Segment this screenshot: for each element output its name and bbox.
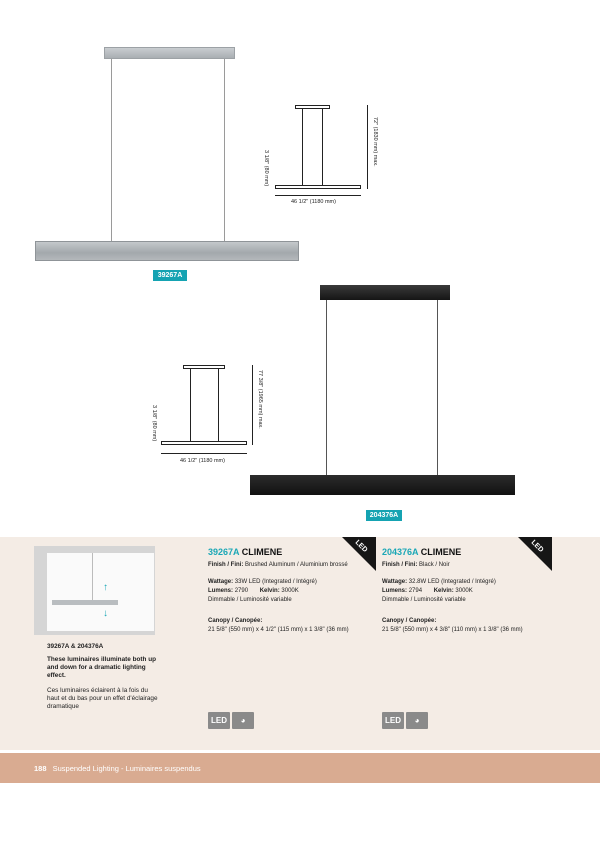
product-name: CLIMENE [420,547,462,557]
illustration [47,553,154,631]
left-french: Ces luminaires éclairent à la fois du haut et du bas pour un effet d'éclairage dramatique [47,687,158,710]
drawing-bar [275,185,361,189]
wattage-row [208,578,317,587]
canopy-39267a [104,47,235,59]
left-codes: 39267A & 204376A [47,643,104,650]
dim-line-height [367,105,368,189]
canopy-204376a [320,285,450,300]
canopy-value: 21 5/8" (550 mm) x 4 3/8" (110 mm) x 1 3/8" (36 mm) [382,627,523,633]
wattage-label: Wattage: [208,579,234,585]
canopy-value: 21 5/8" (550 mm) x 4 1/2" (115 mm) x 1 3/8" (36 mm) [208,627,349,633]
product-title-204376a [382,547,461,557]
drawing-204376a [145,362,275,470]
finish-row [382,561,450,570]
finish-value: Brushed Aluminum / Aluminium brossé [245,562,348,568]
product-tag-204376a: 204376A [366,510,402,521]
finish-row [208,561,348,570]
dim-line-width [161,453,247,454]
canopy-label-text: Canopy / Canopée: [382,618,437,624]
finish-value: Black / Noir [419,562,450,568]
product-title-39267a [208,547,282,557]
canopy-label [382,617,436,626]
page-number: 188 [34,764,47,773]
kelvin-label: Kelvin: [259,588,280,594]
footer-text [34,764,201,773]
kelvin-label: Kelvin: [433,588,454,594]
kelvin-value: 3000K [281,588,299,594]
light-bar-204376a [250,475,515,495]
drawing-wire [322,109,323,186]
illustration-wire [92,553,93,601]
wire [111,59,112,242]
dim-depth: 3 1/8" (80 mm) [151,405,157,442]
dim-height: 72" (1830 mm) max. [372,117,378,167]
drawing-wire [190,369,191,442]
led-corner-label: LED [529,539,545,554]
lumens-value: 2790 [234,588,249,594]
up-arrow-icon: ↑ [103,582,108,593]
wire [326,300,327,476]
canopy-label-text: Canopy / Canopée: [208,618,263,624]
drawing-39267a [258,98,388,210]
dimmer-icon: ◕ [406,712,428,729]
wire [437,300,438,476]
dim-depth: 3 1/8" (80 mm) [263,150,269,187]
left-english: These luminaires illuminate both up and down for a dramatic lighting effect. [47,656,157,679]
product-code: 39267A [208,547,240,557]
wattage-value: 32.8W LED (Integrated / Intégré) [408,579,496,585]
led-corner-label: LED [353,539,369,554]
dimmable-row: Dimmable / Luminosité variable [208,597,292,603]
product-tag-39267a: 39267A [153,270,187,281]
illustration-bar [52,600,118,605]
wattage-value: 33W LED (Integrated / Intégré) [234,579,317,585]
kelvin-value: 3000K [455,588,473,594]
led-corner-badge [518,537,552,571]
wattage-row [382,578,496,587]
drawing-bar [161,441,247,445]
product-name: CLIMENE [241,547,283,557]
dim-line-height [252,365,253,445]
dim-height: 77 3/8" (1965 mm) max. [257,370,263,429]
led-badge: LED [208,712,230,729]
light-bar-39267a [35,241,299,261]
lumens-row [208,587,299,596]
lumens-label: Lumens: [208,588,234,594]
dim-line-width [275,195,361,196]
lumens-row [382,587,473,596]
section-title: Suspended Lighting - Luminaires suspendus [52,764,201,773]
canopy-label [208,617,262,626]
wire [224,59,225,242]
drawing-wire [218,369,219,442]
wattage-label: Wattage: [382,579,408,585]
lumens-label: Lumens: [382,588,408,594]
finish-label: Finish / Fini: [208,562,244,568]
drawing-canopy [295,105,330,109]
drawing-wire [302,109,303,186]
dim-width: 46 1/2" (1180 mm) [291,199,336,205]
finish-label: Finish / Fini: [382,562,418,568]
dim-width: 46 1/2" (1180 mm) [180,458,225,464]
product-code: 204376A [382,547,419,557]
down-arrow-icon: ↓ [103,608,108,619]
dimmable-row: Dimmable / Luminosité variable [382,597,466,603]
lumens-value: 2794 [408,588,423,594]
dimmer-icon: ◕ [232,712,254,729]
led-badge: LED [382,712,404,729]
